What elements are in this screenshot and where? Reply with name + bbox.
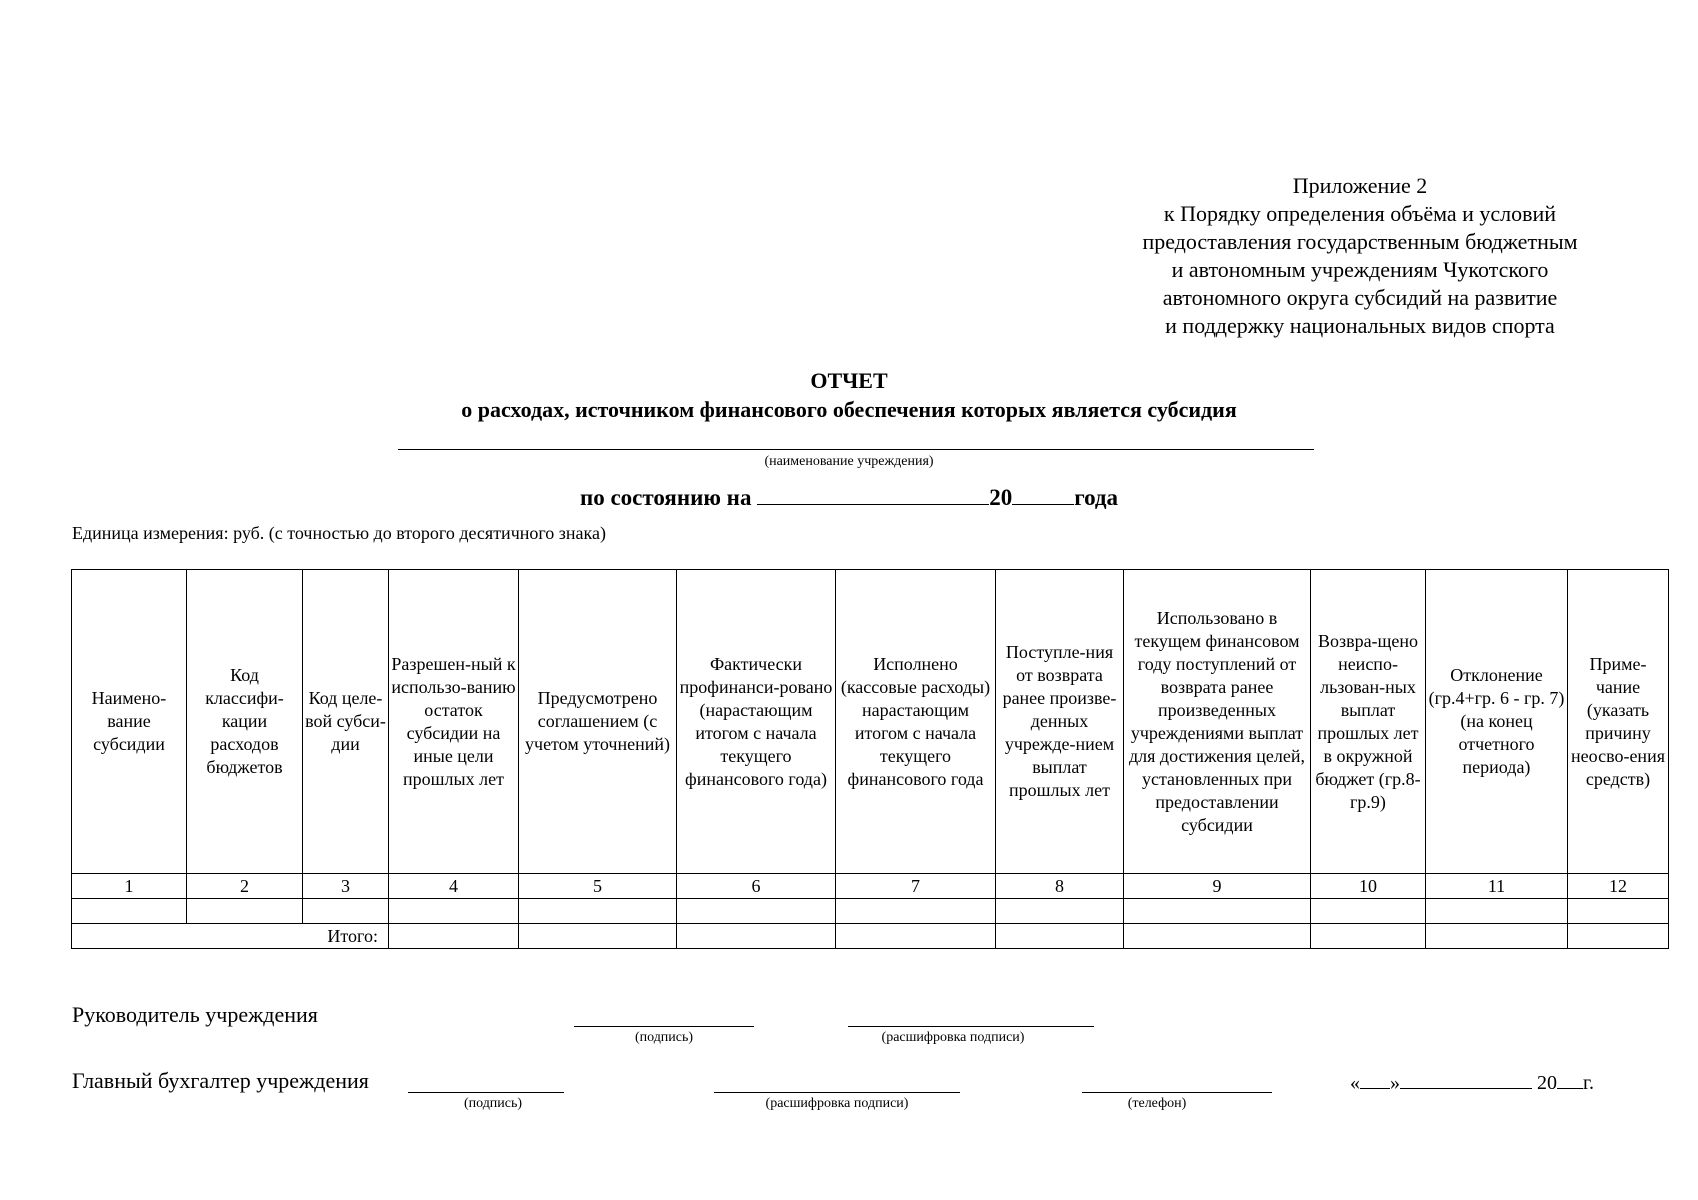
table-cell[interactable]	[389, 899, 519, 924]
header-cell: Поступле-ния от возврата ранее произве-денных учрежде-нием выплат прошлых лет	[996, 570, 1124, 874]
table-cell[interactable]	[677, 899, 836, 924]
report-date-line	[0, 482, 1698, 511]
appendix-line: к Порядку определения объёма и условий	[1163, 201, 1557, 226]
appendix-line: автономного округа субсидий на развитие	[1162, 285, 1558, 310]
header-cell: Использовано в текущем финансовом году поступлений от возврата ранее произведенных учреждениями выплат для достижения целей, установленных при предоставлении субсидии	[1124, 570, 1311, 874]
table-cell[interactable]	[1426, 899, 1568, 924]
total-cell[interactable]	[389, 924, 519, 949]
date-suffix: г.	[1583, 1072, 1594, 1094]
table-cell[interactable]	[72, 899, 187, 924]
table-cell[interactable]	[303, 899, 389, 924]
appendix-line: предоставления государственным бюджетным	[1142, 229, 1578, 254]
appendix-line: и поддержку национальных видов спорта	[1165, 313, 1555, 338]
year-prefix: 20	[989, 485, 1013, 510]
column-number: 6	[677, 874, 836, 899]
column-number: 8	[996, 874, 1124, 899]
column-number: 4	[389, 874, 519, 899]
date-open-quote: «	[1350, 1072, 1360, 1094]
total-cell[interactable]	[1124, 924, 1311, 949]
head-decoding-caption: (расшифровка подписи)	[881, 1030, 1025, 1045]
table-cell[interactable]	[1124, 899, 1311, 924]
accountant-label: Главный бухгалтер учреждения	[72, 1068, 369, 1093]
header-cell: Фактически профинанси-ровано (нарастающим итогом с начала текущего финансового года)	[677, 570, 836, 874]
table-cell[interactable]	[1311, 899, 1426, 924]
head-signature-line[interactable]	[574, 1026, 754, 1027]
column-number: 10	[1311, 874, 1426, 899]
header-row	[72, 570, 1669, 874]
sign-date	[1350, 1070, 1594, 1095]
header-cell: Отклонение (гр.4+гр. 6 - гр. 7) (на конец отчетного периода)	[1426, 570, 1568, 874]
date-year-field[interactable]	[1557, 1070, 1583, 1089]
phone-line[interactable]	[1082, 1092, 1272, 1093]
date-close-quote: »	[1390, 1072, 1400, 1094]
column-number: 1	[72, 874, 187, 899]
date-month-field[interactable]	[1400, 1070, 1532, 1089]
column-number: 9	[1124, 874, 1311, 899]
year-field[interactable]	[1012, 482, 1074, 505]
date-year-prefix: 20	[1537, 1072, 1557, 1094]
total-cell[interactable]	[677, 924, 836, 949]
header-cell: Исполнено (кассовые расходы) нарастающим итогом с начала текущего финансового года	[836, 570, 996, 874]
column-number: 7	[836, 874, 996, 899]
total-cell[interactable]	[1426, 924, 1568, 949]
report-table	[71, 569, 1669, 949]
appendix-line: и автономным учреждениям Чукотского	[1171, 257, 1549, 282]
accountant-signature-line[interactable]	[408, 1092, 564, 1093]
table-cell[interactable]	[187, 899, 303, 924]
header-cell: Возвра-щено неиспо-льзован-ных выплат прошлых лет в окружной бюджет (гр.8-гр.9)	[1311, 570, 1426, 874]
column-number: 11	[1426, 874, 1568, 899]
date-field[interactable]	[757, 482, 989, 505]
total-cell[interactable]	[1311, 924, 1426, 949]
phone-caption: (телефон)	[1127, 1096, 1187, 1111]
unit-of-measure: Единица измерения: руб. (с точностью до второго десятичного знака)	[72, 523, 606, 543]
table-cell[interactable]	[836, 899, 996, 924]
appendix-line: Приложение 2	[1292, 173, 1428, 198]
report-subtitle: о расходах, источником финансового обеспечения которых является субсидия	[461, 397, 1237, 422]
table-cell[interactable]	[519, 899, 677, 924]
table-row	[72, 899, 1669, 924]
report-title: ОТЧЕТ	[810, 368, 888, 393]
accountant-signature-caption: (подпись)	[463, 1096, 523, 1111]
org-name-caption: (наименование учреждения)	[764, 454, 934, 469]
column-number: 12	[1568, 874, 1669, 899]
accountant-decoding-line[interactable]	[714, 1092, 960, 1093]
header-cell: Код классифи-кации расходов бюджетов	[187, 570, 303, 874]
table-cell[interactable]	[1568, 899, 1669, 924]
column-number-row	[72, 874, 1669, 899]
org-name-line[interactable]	[398, 449, 1314, 450]
column-number: 5	[519, 874, 677, 899]
total-row	[72, 924, 1669, 949]
column-number: 2	[187, 874, 303, 899]
header-cell: Приме-чание (указать причину неосво-ения средств)	[1568, 570, 1669, 874]
date-day-field[interactable]	[1360, 1070, 1390, 1089]
total-label: Итого:	[72, 924, 389, 949]
header-cell: Код целе-вой субси-дии	[303, 570, 389, 874]
table-cell[interactable]	[996, 899, 1124, 924]
total-cell[interactable]	[1568, 924, 1669, 949]
accountant-decoding-caption: (расшифровка подписи)	[765, 1096, 909, 1111]
header-cell: Наимено-вание субсидии	[72, 570, 187, 874]
header-cell: Разрешен-ный к использо-ванию остаток субсидии на иные цели прошлых лет	[389, 570, 519, 874]
as-of-prefix: по состоянию на	[579, 485, 752, 510]
head-signature-caption: (подпись)	[634, 1030, 694, 1045]
total-cell[interactable]	[836, 924, 996, 949]
column-number: 3	[303, 874, 389, 899]
total-cell[interactable]	[996, 924, 1124, 949]
head-label: Руководитель учреждения	[72, 1002, 318, 1027]
total-cell[interactable]	[519, 924, 677, 949]
appendix-note	[1085, 172, 1635, 340]
head-decoding-line[interactable]	[848, 1026, 1094, 1027]
as-of-suffix: года	[1074, 485, 1119, 510]
header-cell: Предусмотрено соглашением (с учетом уточнений)	[519, 570, 677, 874]
